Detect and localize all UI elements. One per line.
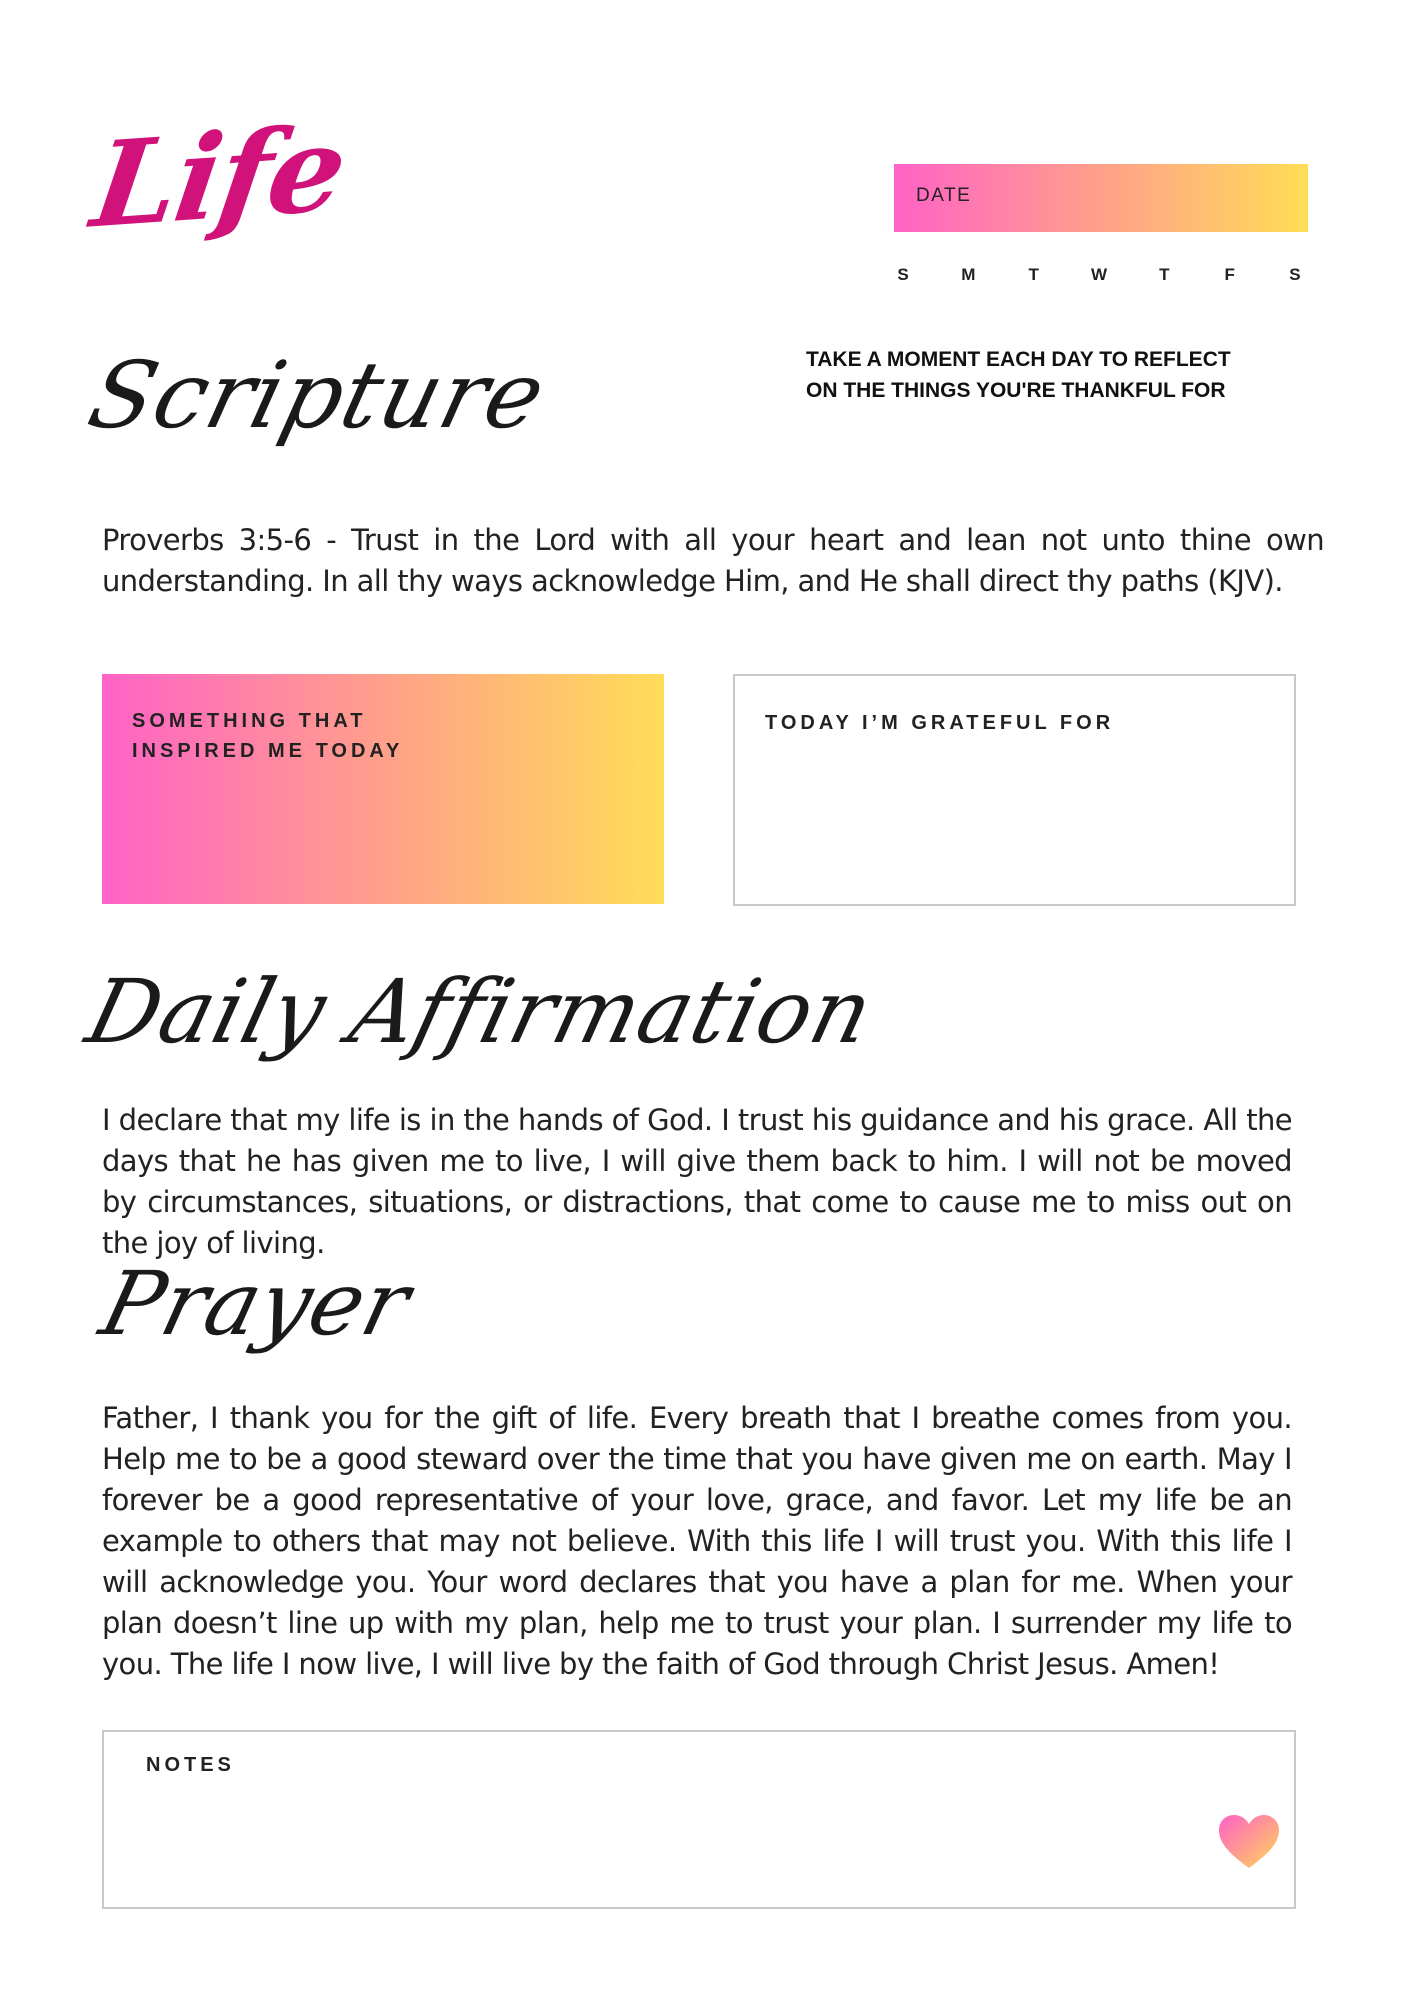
- date-field[interactable]: [894, 164, 1308, 232]
- heart-icon: [1217, 1814, 1281, 1870]
- page-title: Life: [84, 98, 354, 255]
- scripture-text: Proverbs 3:5-6 - Trust in the Lord with all your heart and lean not unto thine own understanding. In all thy ways acknowledge Him, and He shall direct thy paths (KJV).: [102, 523, 1324, 598]
- weekday-tuesday[interactable]: T: [1028, 265, 1039, 284]
- weekday-friday[interactable]: F: [1224, 265, 1235, 284]
- weekday-selector: [890, 265, 1308, 289]
- notes-box[interactable]: [102, 1730, 1296, 1909]
- inspired-label-line1: SOMETHING THAT: [132, 710, 367, 732]
- grateful-label: TODAY I’M GRATEFUL FOR: [765, 712, 1115, 734]
- prayer-text: Father, I thank you for the gift of life. Every breath that I breathe comes from you. Help me to be a good steward over the time that you have given me on earth. May I forever be a good representative of your love, grace, and favor. Let my life be an example to others that may not believe. With this life I will trust you. With this life I will acknowledge you. Your word declares that you have a plan for me. When your plan doesn’t line up with my plan, help me to trust your plan. I surrender my life to you. The life I now live, I will live by the faith of God through Christ Jesus. Amen!: [102, 1401, 1292, 1681]
- scripture-heading: Scripture: [78, 342, 556, 449]
- thankful-prompt: [806, 344, 1326, 406]
- weekday-sunday[interactable]: S: [897, 265, 909, 284]
- thankful-prompt-line2: ON THE THINGS YOU'RE THANKFUL FOR: [806, 379, 1226, 402]
- weekday-thursday[interactable]: T: [1159, 265, 1170, 284]
- inspired-box[interactable]: [102, 674, 664, 904]
- weekday-saturday[interactable]: S: [1289, 265, 1301, 284]
- weekday-wednesday[interactable]: W: [1090, 265, 1107, 284]
- inspired-label: [132, 706, 403, 766]
- notes-label: NOTES: [146, 1754, 235, 1776]
- affirmation-text: I declare that my life is in the hands of God. I trust his guidance and his grace. All the days that he has given me to live, I will give them back to him. I will not be moved by circumstances, situations, or distractions, that come to cause me to miss out on the joy of living.: [102, 1103, 1292, 1260]
- weekday-monday[interactable]: M: [961, 265, 976, 284]
- prayer-heading: Prayer: [91, 1252, 421, 1355]
- date-label: DATE: [916, 185, 972, 206]
- thankful-prompt-line1: TAKE A MOMENT EACH DAY TO REFLECT: [806, 348, 1231, 371]
- affirmation-heading: Daily Affirmation: [77, 960, 884, 1063]
- inspired-label-line2: INSPIRED ME TODAY: [132, 740, 404, 762]
- grateful-box[interactable]: [733, 674, 1296, 906]
